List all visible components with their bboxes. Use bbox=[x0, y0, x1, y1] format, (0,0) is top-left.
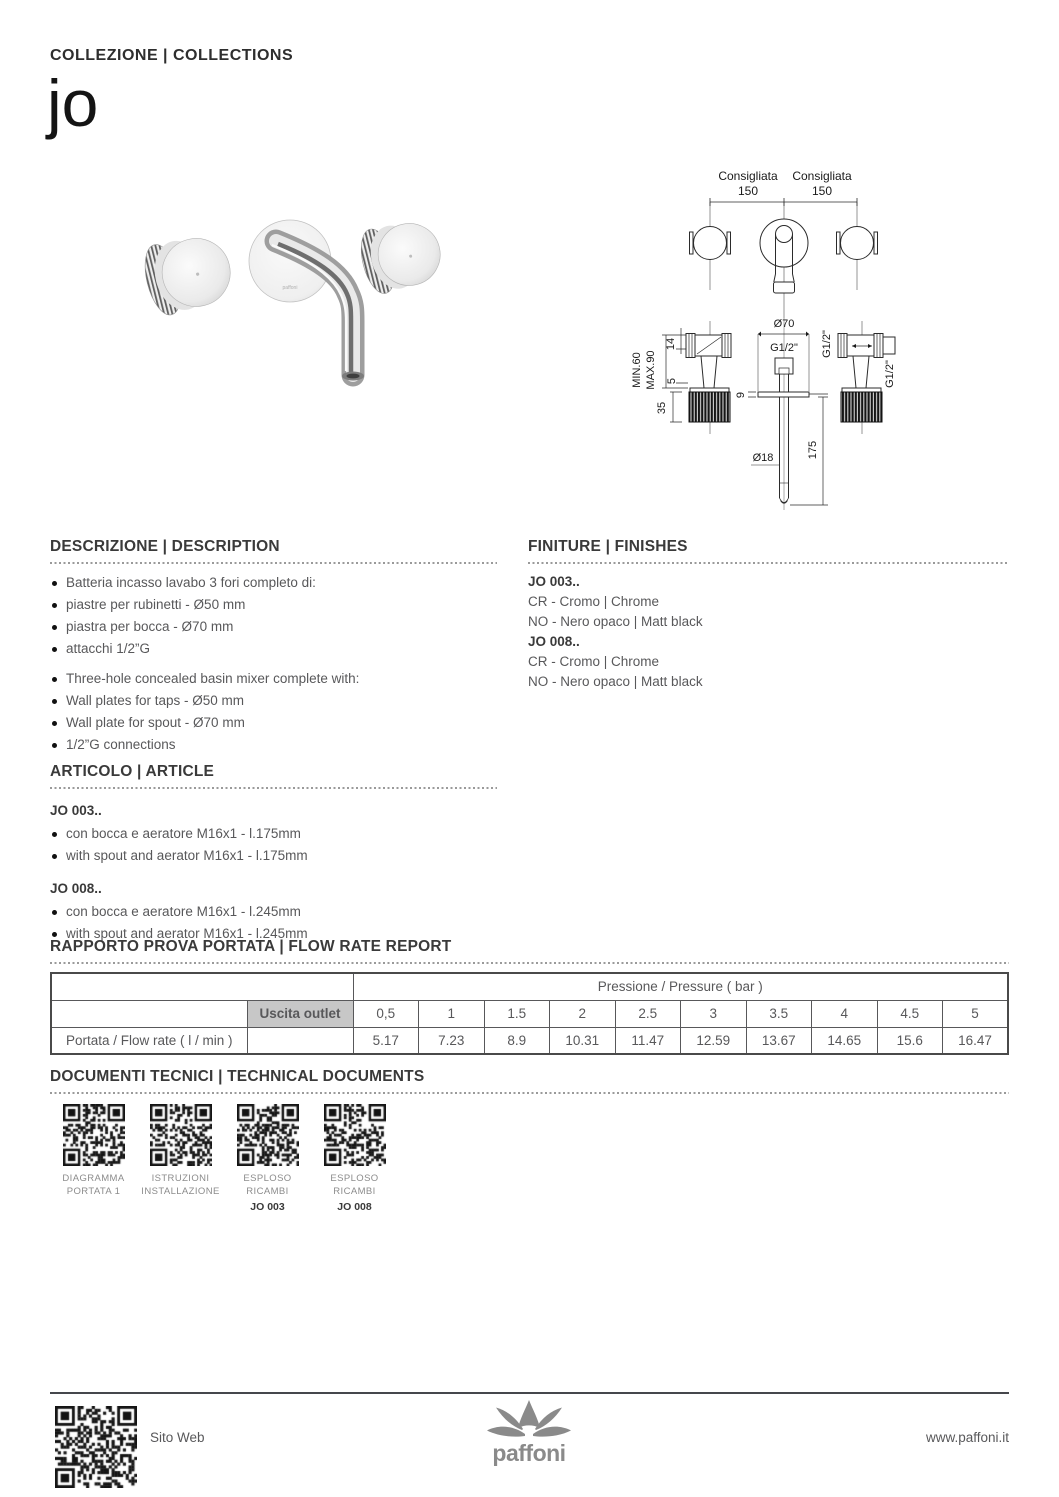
dim-min60: MIN.60 bbox=[631, 352, 643, 388]
list-item: Batteria incasso lavabo 3 fori completo di: bbox=[50, 572, 497, 594]
list-item: Three-hole concealed basin mixer complete with: bbox=[50, 668, 497, 690]
pressure-cell: 3.5 bbox=[746, 1000, 812, 1027]
qr-code bbox=[150, 1104, 212, 1166]
pressure-cell: 1 bbox=[419, 1000, 485, 1027]
dim-14: 14 bbox=[665, 337, 677, 351]
dim-175: 175 bbox=[807, 440, 819, 460]
pressure-header-cell: Pressione / Pressure ( bar ) bbox=[353, 973, 1008, 1000]
document-label: RICAMBI bbox=[333, 1185, 376, 1197]
side-view-right-tap bbox=[821, 321, 896, 434]
document-code: JO 008 bbox=[337, 1201, 372, 1213]
qr-code bbox=[63, 1104, 125, 1166]
document-label: ISTRUZIONI bbox=[151, 1173, 210, 1184]
documents-section bbox=[50, 1068, 1009, 1213]
list-item: con bocca e aeratore M16x1 - l.245mm bbox=[50, 901, 497, 923]
table-spacer-cell bbox=[51, 1000, 247, 1027]
table-spacer-cell bbox=[247, 1027, 353, 1054]
list-item: attacchi 1/2”G bbox=[50, 638, 497, 660]
list-item: 1/2”G connections bbox=[50, 734, 497, 756]
side-view-spout bbox=[735, 318, 828, 510]
document-code: JO 003 bbox=[250, 1201, 285, 1213]
dim-g12-right-top: G1/2" bbox=[821, 330, 833, 358]
list-item: piastre per rubinetti - Ø50 mm bbox=[50, 594, 497, 616]
finishes-section bbox=[528, 538, 1009, 692]
document-item bbox=[311, 1104, 398, 1213]
footer-qr bbox=[55, 1406, 137, 1493]
list-item: piastra per bocca - Ø70 mm bbox=[50, 616, 497, 638]
flow-cell: 16.47 bbox=[943, 1027, 1009, 1054]
document-item bbox=[50, 1104, 137, 1213]
dim-9: 9 bbox=[735, 391, 747, 399]
qr-code bbox=[237, 1104, 299, 1166]
spout-and-plate bbox=[249, 220, 364, 381]
list-item: with spout and aerator M16x1 - l.245mm bbox=[50, 923, 497, 945]
pressure-cell: 4 bbox=[812, 1000, 878, 1027]
dim-max90: MAX.90 bbox=[645, 350, 657, 390]
side-view-left-tap bbox=[631, 321, 731, 434]
pressure-cell: 4.5 bbox=[877, 1000, 943, 1027]
technical-diagram bbox=[618, 158, 950, 540]
documents-row bbox=[50, 1104, 1009, 1213]
article-list bbox=[50, 823, 497, 867]
dotted-rule bbox=[50, 962, 1009, 964]
pressure-cell: 5 bbox=[943, 1000, 1009, 1027]
siteweb-label: Sito Web bbox=[150, 1430, 205, 1445]
description-list-it bbox=[50, 572, 497, 660]
paffoni-logo bbox=[479, 1397, 579, 1477]
dim-150-2: 150 bbox=[811, 184, 833, 198]
document-item bbox=[224, 1104, 311, 1213]
svg-text:paffoni: paffoni bbox=[282, 285, 298, 291]
outlet-label-cell: Uscita outlet bbox=[247, 1000, 353, 1027]
flow-rate-section bbox=[50, 938, 1009, 1055]
qr-code bbox=[324, 1104, 386, 1166]
article-section bbox=[50, 763, 497, 945]
left-handle bbox=[139, 228, 238, 318]
flow-cell: 11.47 bbox=[615, 1027, 681, 1054]
qr-code bbox=[55, 1406, 137, 1488]
product-photo bbox=[120, 195, 470, 425]
flow-cell: 5.17 bbox=[353, 1027, 419, 1054]
description-list-en bbox=[50, 668, 497, 756]
finishes-title: FINITURE | FINISHES bbox=[528, 538, 688, 555]
flow-rate-title: RAPPORTO PROVA PORTATA | FLOW RATE REPORT bbox=[50, 938, 452, 955]
document-label: INSTALLAZIONE bbox=[141, 1185, 220, 1197]
dim-d18: Ø18 bbox=[752, 452, 774, 464]
document-label: RICAMBI bbox=[246, 1185, 289, 1197]
dotted-rule bbox=[528, 562, 1009, 564]
pressure-cell: 3 bbox=[681, 1000, 747, 1027]
collection-kicker: COLLEZIONE | COLLECTIONS bbox=[50, 47, 294, 64]
dim-g12-center: G1/2" bbox=[770, 342, 798, 354]
flow-row-label: Portata / Flow rate ( l / min ) bbox=[51, 1027, 247, 1054]
finish-option: CR - Cromo | Chrome bbox=[528, 654, 660, 669]
document-label: ESPLOSO bbox=[330, 1173, 379, 1184]
document-item bbox=[137, 1104, 224, 1213]
finish-group-code: JO 003.. bbox=[528, 574, 580, 589]
list-item: with spout and aerator M16x1 - l.175mm bbox=[50, 845, 497, 867]
table-spacer-cell bbox=[51, 973, 353, 1000]
dim-consigliata-2: Consigliata bbox=[792, 169, 852, 183]
pressure-cell: 0,5 bbox=[353, 1000, 419, 1027]
document-label: ESPLOSO bbox=[243, 1173, 292, 1184]
dim-consigliata-1: Consigliata bbox=[718, 169, 778, 183]
document-label: PORTATA 1 bbox=[66, 1185, 121, 1197]
flow-cell: 15.6 bbox=[877, 1027, 943, 1054]
flow-cell: 14.65 bbox=[812, 1027, 878, 1054]
flow-cell: 12.59 bbox=[681, 1027, 747, 1054]
dim-g12-right-side: G1/2" bbox=[884, 360, 896, 388]
finish-option: NO - Nero opaco | Matt black bbox=[528, 614, 703, 629]
description-section bbox=[50, 538, 497, 756]
finish-group-code: JO 008.. bbox=[528, 634, 580, 649]
finish-option: CR - Cromo | Chrome bbox=[528, 594, 660, 609]
flow-cell: 8.9 bbox=[484, 1027, 550, 1054]
dotted-rule bbox=[50, 787, 497, 789]
dotted-rule bbox=[50, 1092, 1009, 1094]
flow-cell: 7.23 bbox=[419, 1027, 485, 1054]
flow-rate-table bbox=[50, 972, 1009, 1055]
document-label: DIAGRAMMA bbox=[62, 1173, 125, 1184]
flow-cell: 10.31 bbox=[550, 1027, 616, 1054]
finish-option: NO - Nero opaco | Matt black bbox=[528, 674, 703, 689]
description-title: DESCRIZIONE | DESCRIPTION bbox=[50, 538, 280, 555]
product-name: jo bbox=[47, 66, 99, 140]
documents-title: DOCUMENTI TECNICI | TECHNICAL DOCUMENTS bbox=[50, 1068, 425, 1085]
flow-cell: 13.67 bbox=[746, 1027, 812, 1054]
pressure-cell: 2.5 bbox=[615, 1000, 681, 1027]
dotted-rule bbox=[50, 562, 497, 564]
dim-35: 35 bbox=[656, 401, 668, 415]
website-link[interactable]: www.paffoni.it bbox=[925, 1430, 1009, 1445]
pressure-cell: 2 bbox=[550, 1000, 616, 1027]
list-item: con bocca e aeratore M16x1 - l.175mm bbox=[50, 823, 497, 845]
brand-wordmark: paffoni bbox=[492, 1440, 566, 1466]
right-handle bbox=[355, 214, 447, 297]
list-item: Wall plate for spout - Ø70 mm bbox=[50, 712, 497, 734]
pressure-cell: 1.5 bbox=[484, 1000, 550, 1027]
footer-rule bbox=[50, 1392, 1009, 1394]
list-item: Wall plates for taps - Ø50 mm bbox=[50, 690, 497, 712]
dim-5: 5 bbox=[666, 377, 678, 385]
article-group-code: JO 003.. bbox=[50, 803, 102, 818]
dim-150-1: 150 bbox=[737, 184, 759, 198]
article-title: ARTICOLO | ARTICLE bbox=[50, 763, 215, 780]
dim-d70: Ø70 bbox=[773, 318, 795, 330]
front-view bbox=[690, 169, 878, 318]
article-group-code: JO 008.. bbox=[50, 881, 102, 896]
